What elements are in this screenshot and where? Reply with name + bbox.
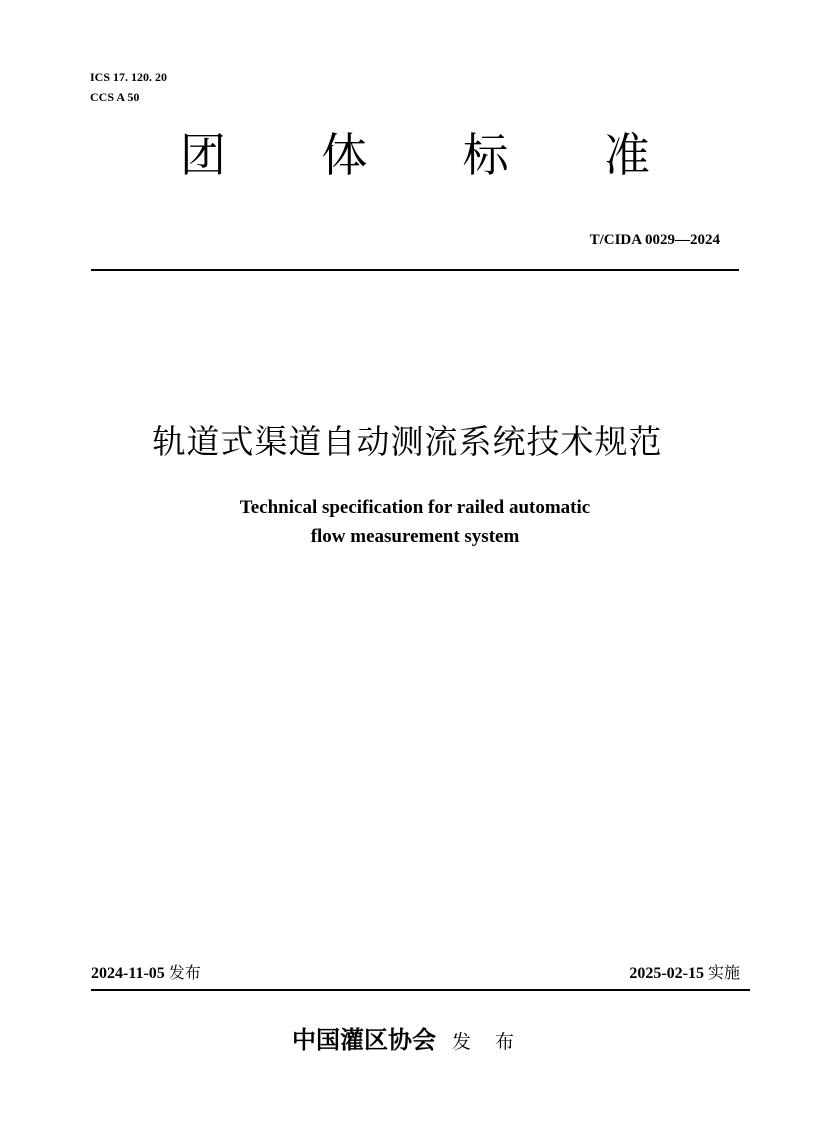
standard-type-char: 准 — [603, 128, 650, 182]
english-title — [0, 493, 815, 551]
standard-type-char: 团 — [180, 128, 226, 182]
publisher-organization: 中国灌区协会 — [291, 1025, 436, 1054]
publisher-action: 发布 — [451, 1031, 538, 1053]
english-title-line-1: Technical specification for railed automatic — [239, 497, 591, 518]
standard-type-heading — [180, 125, 650, 185]
top-divider — [91, 269, 739, 271]
classification-codes — [90, 67, 167, 107]
issue-date-block — [91, 962, 201, 985]
chinese-title: 轨道式渠道自动测流系统技术规范 — [152, 422, 663, 461]
ics-code: ICS 17. 120. 20 — [90, 70, 168, 84]
ccs-code: CCS A 50 — [90, 90, 140, 104]
implement-date-block — [629, 962, 740, 985]
standard-type-char: 标 — [462, 128, 509, 182]
bottom-divider — [91, 989, 750, 991]
standard-number: T/CIDA 0029—2024 — [589, 232, 720, 248]
implement-label: 实施 — [707, 963, 740, 982]
publisher-line — [0, 1022, 815, 1060]
issue-label: 发布 — [168, 963, 201, 982]
implement-date: 2025-02-15 — [629, 965, 704, 982]
english-title-line-2: flow measurement system — [310, 526, 520, 547]
standard-type-char: 体 — [321, 128, 368, 182]
issue-date: 2024-11-05 — [91, 965, 165, 982]
